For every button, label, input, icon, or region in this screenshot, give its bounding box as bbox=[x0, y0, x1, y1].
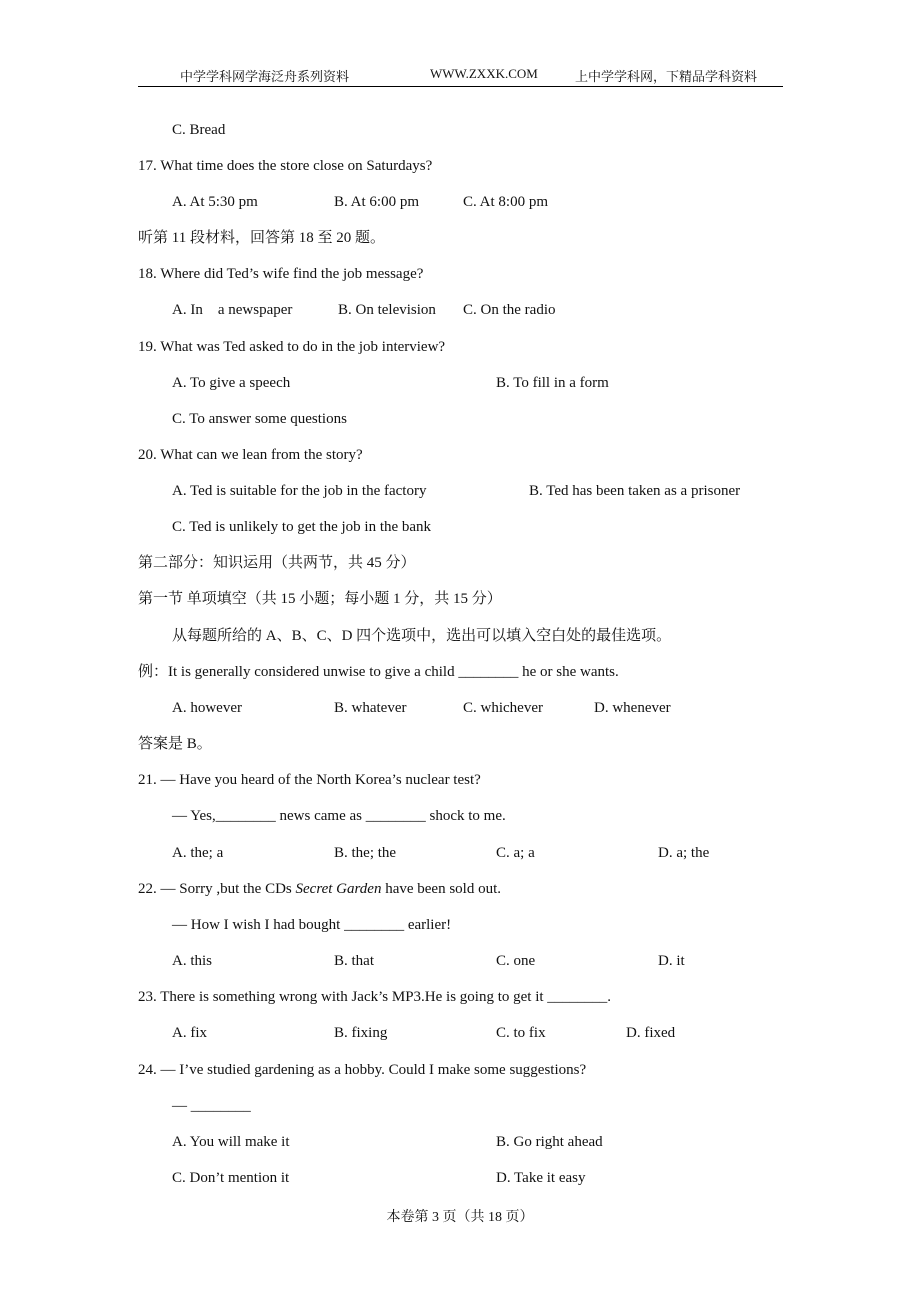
section-1-heading: 第一节 单项填空（共 15 小题；每小题 1 分，共 15 分） bbox=[138, 591, 502, 607]
q21-option-b: B. the; the bbox=[334, 845, 397, 861]
q22-line-2: — How I wish I had bought ________ earlier! bbox=[172, 917, 452, 933]
q19-option-c: C. To answer some questions bbox=[172, 411, 347, 427]
example-question: 例：It is generally considered unwise to give a child ________ he or she wants. bbox=[138, 664, 619, 680]
q17-option-c: C. At 8:00 pm bbox=[463, 194, 549, 210]
example-answer: 答案是 B。 bbox=[138, 736, 212, 752]
q18-option-a: A. In a newspaper bbox=[172, 302, 293, 318]
q18-option-c: C. On the radio bbox=[463, 302, 556, 318]
q24-line-1: 24. — I’ve studied gardening as a hobby. Could I make some suggestions? bbox=[138, 1062, 587, 1078]
part-2-heading: 第二部分：知识运用（共两节，共 45 分） bbox=[138, 555, 416, 571]
header-website: WWW.ZXXK.COM bbox=[430, 66, 538, 81]
q24-option-c: C. Don’t mention it bbox=[172, 1170, 290, 1186]
example-option-b: B. whatever bbox=[334, 700, 407, 716]
example-option-a: A. however bbox=[172, 700, 242, 716]
q16-option-c: C. Bread bbox=[172, 122, 226, 138]
q24-option-b: B. Go right ahead bbox=[496, 1134, 603, 1150]
q20-question: 20. What can we lean from the story? bbox=[138, 447, 363, 463]
cd-title: Secret Garden bbox=[295, 881, 382, 897]
q21-line-1: 21. — Have you heard of the North Korea’s nuclear test? bbox=[138, 772, 481, 788]
q20-option-b: B. Ted has been taken as a prisoner bbox=[529, 483, 741, 499]
example-option-d: D. whenever bbox=[594, 700, 671, 716]
q24-option-d: D. Take it easy bbox=[496, 1170, 586, 1186]
q21-option-a: A. the; a bbox=[172, 845, 224, 861]
q17-option-b: B. At 6:00 pm bbox=[334, 194, 420, 210]
q19-question: 19. What was Ted asked to do in the job interview? bbox=[138, 339, 446, 355]
q18-option-b: B. On television bbox=[338, 302, 436, 318]
q20-option-c: C. Ted is unlikely to get the job in the bank bbox=[172, 519, 432, 535]
header-left-text: 中学学科网学海泛舟系列资料 bbox=[180, 69, 350, 84]
example-option-c: C. whichever bbox=[463, 700, 543, 716]
q22-line-1 bbox=[138, 879, 501, 899]
q21-option-c: C. a; a bbox=[496, 845, 535, 861]
q22-option-a: A. this bbox=[172, 953, 213, 969]
q22-line-1-start: 22. — Sorry ,but the CDs bbox=[138, 881, 296, 897]
q23-option-a: A. fix bbox=[172, 1025, 207, 1041]
q22-line-1-end: have been sold out. bbox=[381, 881, 502, 897]
page-footer: 本卷第 3 页（共 18 页） bbox=[386, 1210, 534, 1225]
q23-option-b: B. fixing bbox=[334, 1025, 388, 1041]
q18-question: 18. Where did Ted’s wife find the job message? bbox=[138, 266, 424, 282]
header-right-text: 上中学学科网，下精品学科资料 bbox=[575, 69, 758, 84]
q23-question: 23. There is something wrong with Jack’s MP3.He is going to get it ________. bbox=[138, 989, 612, 1005]
section-11-instruction: 听第 11 段材料，回答第 18 至 20 题。 bbox=[138, 230, 385, 246]
q21-line-2: — Yes,________ news came as ________ shock to me. bbox=[172, 808, 506, 824]
q20-option-a: A. Ted is suitable for the job in the factory bbox=[172, 483, 427, 499]
q23-option-c: C. to fix bbox=[496, 1025, 546, 1041]
q17-option-a: A. At 5:30 pm bbox=[172, 194, 258, 210]
q23-option-d: D. fixed bbox=[626, 1025, 676, 1041]
q22-option-d: D. it bbox=[658, 953, 685, 969]
q19-option-a: A. To give a speech bbox=[172, 375, 291, 391]
q19-option-b: B. To fill in a form bbox=[496, 375, 609, 391]
page-header bbox=[138, 64, 783, 87]
q17-question: 17. What time does the store close on Saturdays? bbox=[138, 158, 433, 174]
q22-option-c: C. one bbox=[496, 953, 536, 969]
q24-line-2: — ________ bbox=[172, 1098, 251, 1114]
instruction-text: 从每题所给的 A、B、C、D 四个选项中，选出可以填入空白处的最佳选项。 bbox=[172, 628, 672, 644]
q24-option-a: A. You will make it bbox=[172, 1134, 290, 1150]
q21-option-d: D. a; the bbox=[658, 845, 710, 861]
q22-option-b: B. that bbox=[334, 953, 374, 969]
